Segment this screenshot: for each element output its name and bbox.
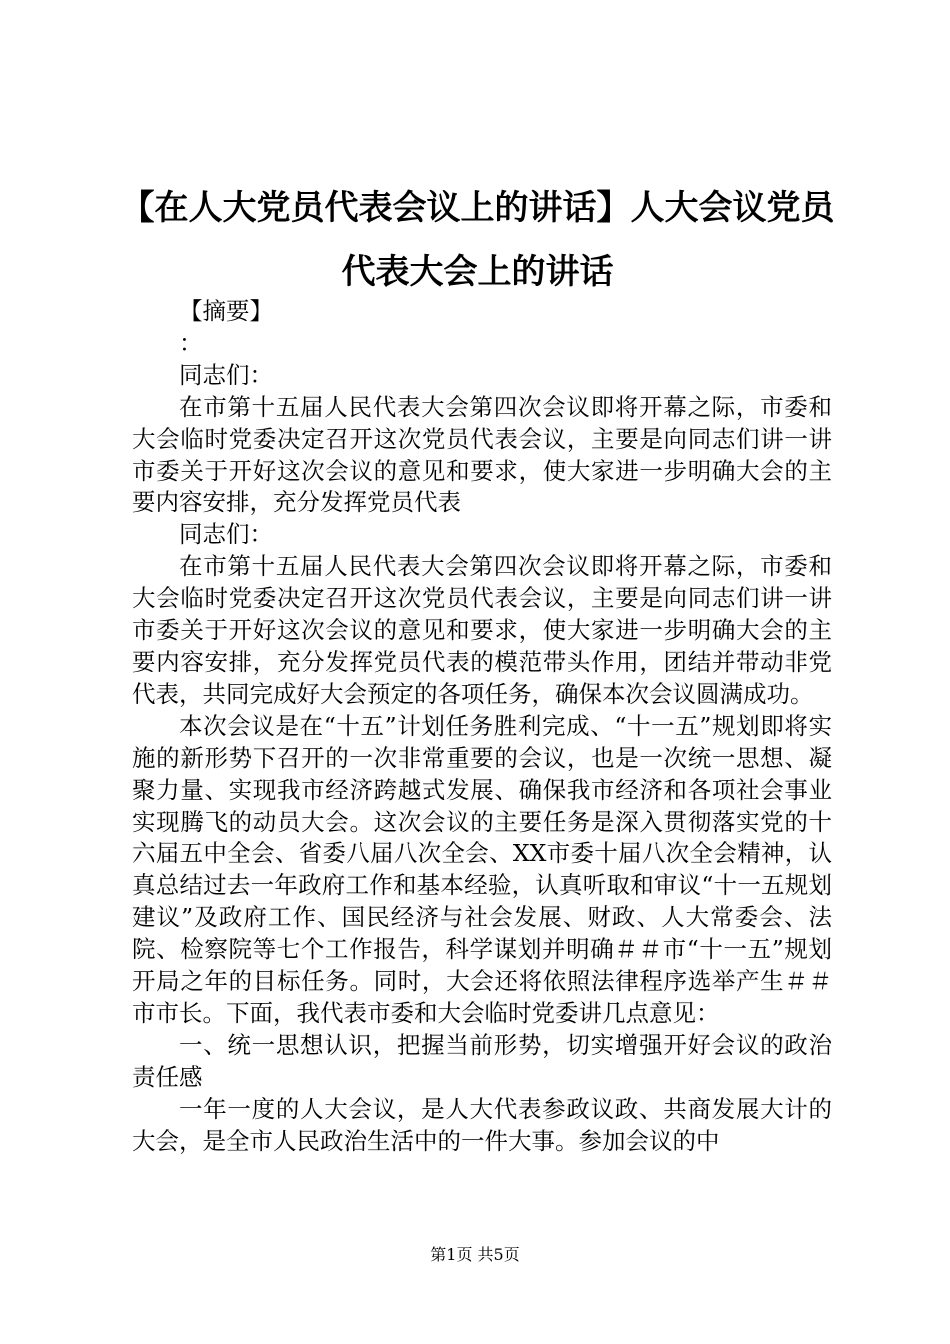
salutation: 同志们： bbox=[179, 360, 273, 389]
abstract-label: 【摘要】 bbox=[179, 297, 273, 325]
abstract-content: ： bbox=[179, 328, 203, 357]
paragraph: 在市第十五届人民代表大会第四次会议即将开幕之际，市委和大会临时党委决定召开这次党员代表会议，主要是向同志们讲一讲市委关于开好这次会议的意见和要求，使大家进一步明确大会的主要内容安排，充分发挥党员代表的模范带头作用，团结并带动非党代表，共同完成好大会预定的各项任务，确保本次会议圆满成功。 bbox=[132, 552, 832, 708]
salutation: 同志们： bbox=[179, 520, 273, 549]
page-number: 第1页 共5页 bbox=[430, 1245, 520, 1264]
paragraph: 一年一度的人大会议，是人大代表参政议政、共商发展大计的大会，是全市人民政治生活中的一件大事。参加会议的中 bbox=[132, 1094, 832, 1155]
document-body bbox=[132, 296, 832, 1157]
paragraph: 在市第十五届人民代表大会第四次会议即将开幕之际，市委和大会临时党委决定召开这次党员代表会议，主要是向同志们讲一讲市委关于开好这次会议的意见和要求，使大家进一步明确大会的主要内容安排，充分发挥党员代表 bbox=[132, 392, 832, 517]
section-heading: 一、统一思想认识，把握当前形势，切实增强开好会议的政治责任感 bbox=[132, 1030, 832, 1091]
document-title: 【在人大党员代表会议上的讲话】人大会议党员代表大会上的讲话 bbox=[120, 188, 835, 292]
paragraph: 本次会议是在“十五”计划任务胜利完成、“十一五”规划即将实施的新形势下召开的一次非常重要的会议，也是一次统一思想、凝聚力量、实现我市经济跨越式发展、确保我市经济和各项社会事业实现腾飞的动员大会。这次会议的主要任务是深入贯彻落实党的十六届五中全会、省委八届八次全会、XX市委十届八次全会精神，认真总结过去一年政府工作和基本经验，认真听取和审议“十一五规划建议”及政府工作、国民经济与社会发展、财政、人大常委会、法院、检察院等七个工作报告，科学谋划并明确＃＃市“十一五”规划开局之年的目标任务。同时，大会还将依照法律程序选举产生＃＃市市长。下面，我代表市委和大会临时党委讲几点意见： bbox=[132, 711, 832, 1027]
